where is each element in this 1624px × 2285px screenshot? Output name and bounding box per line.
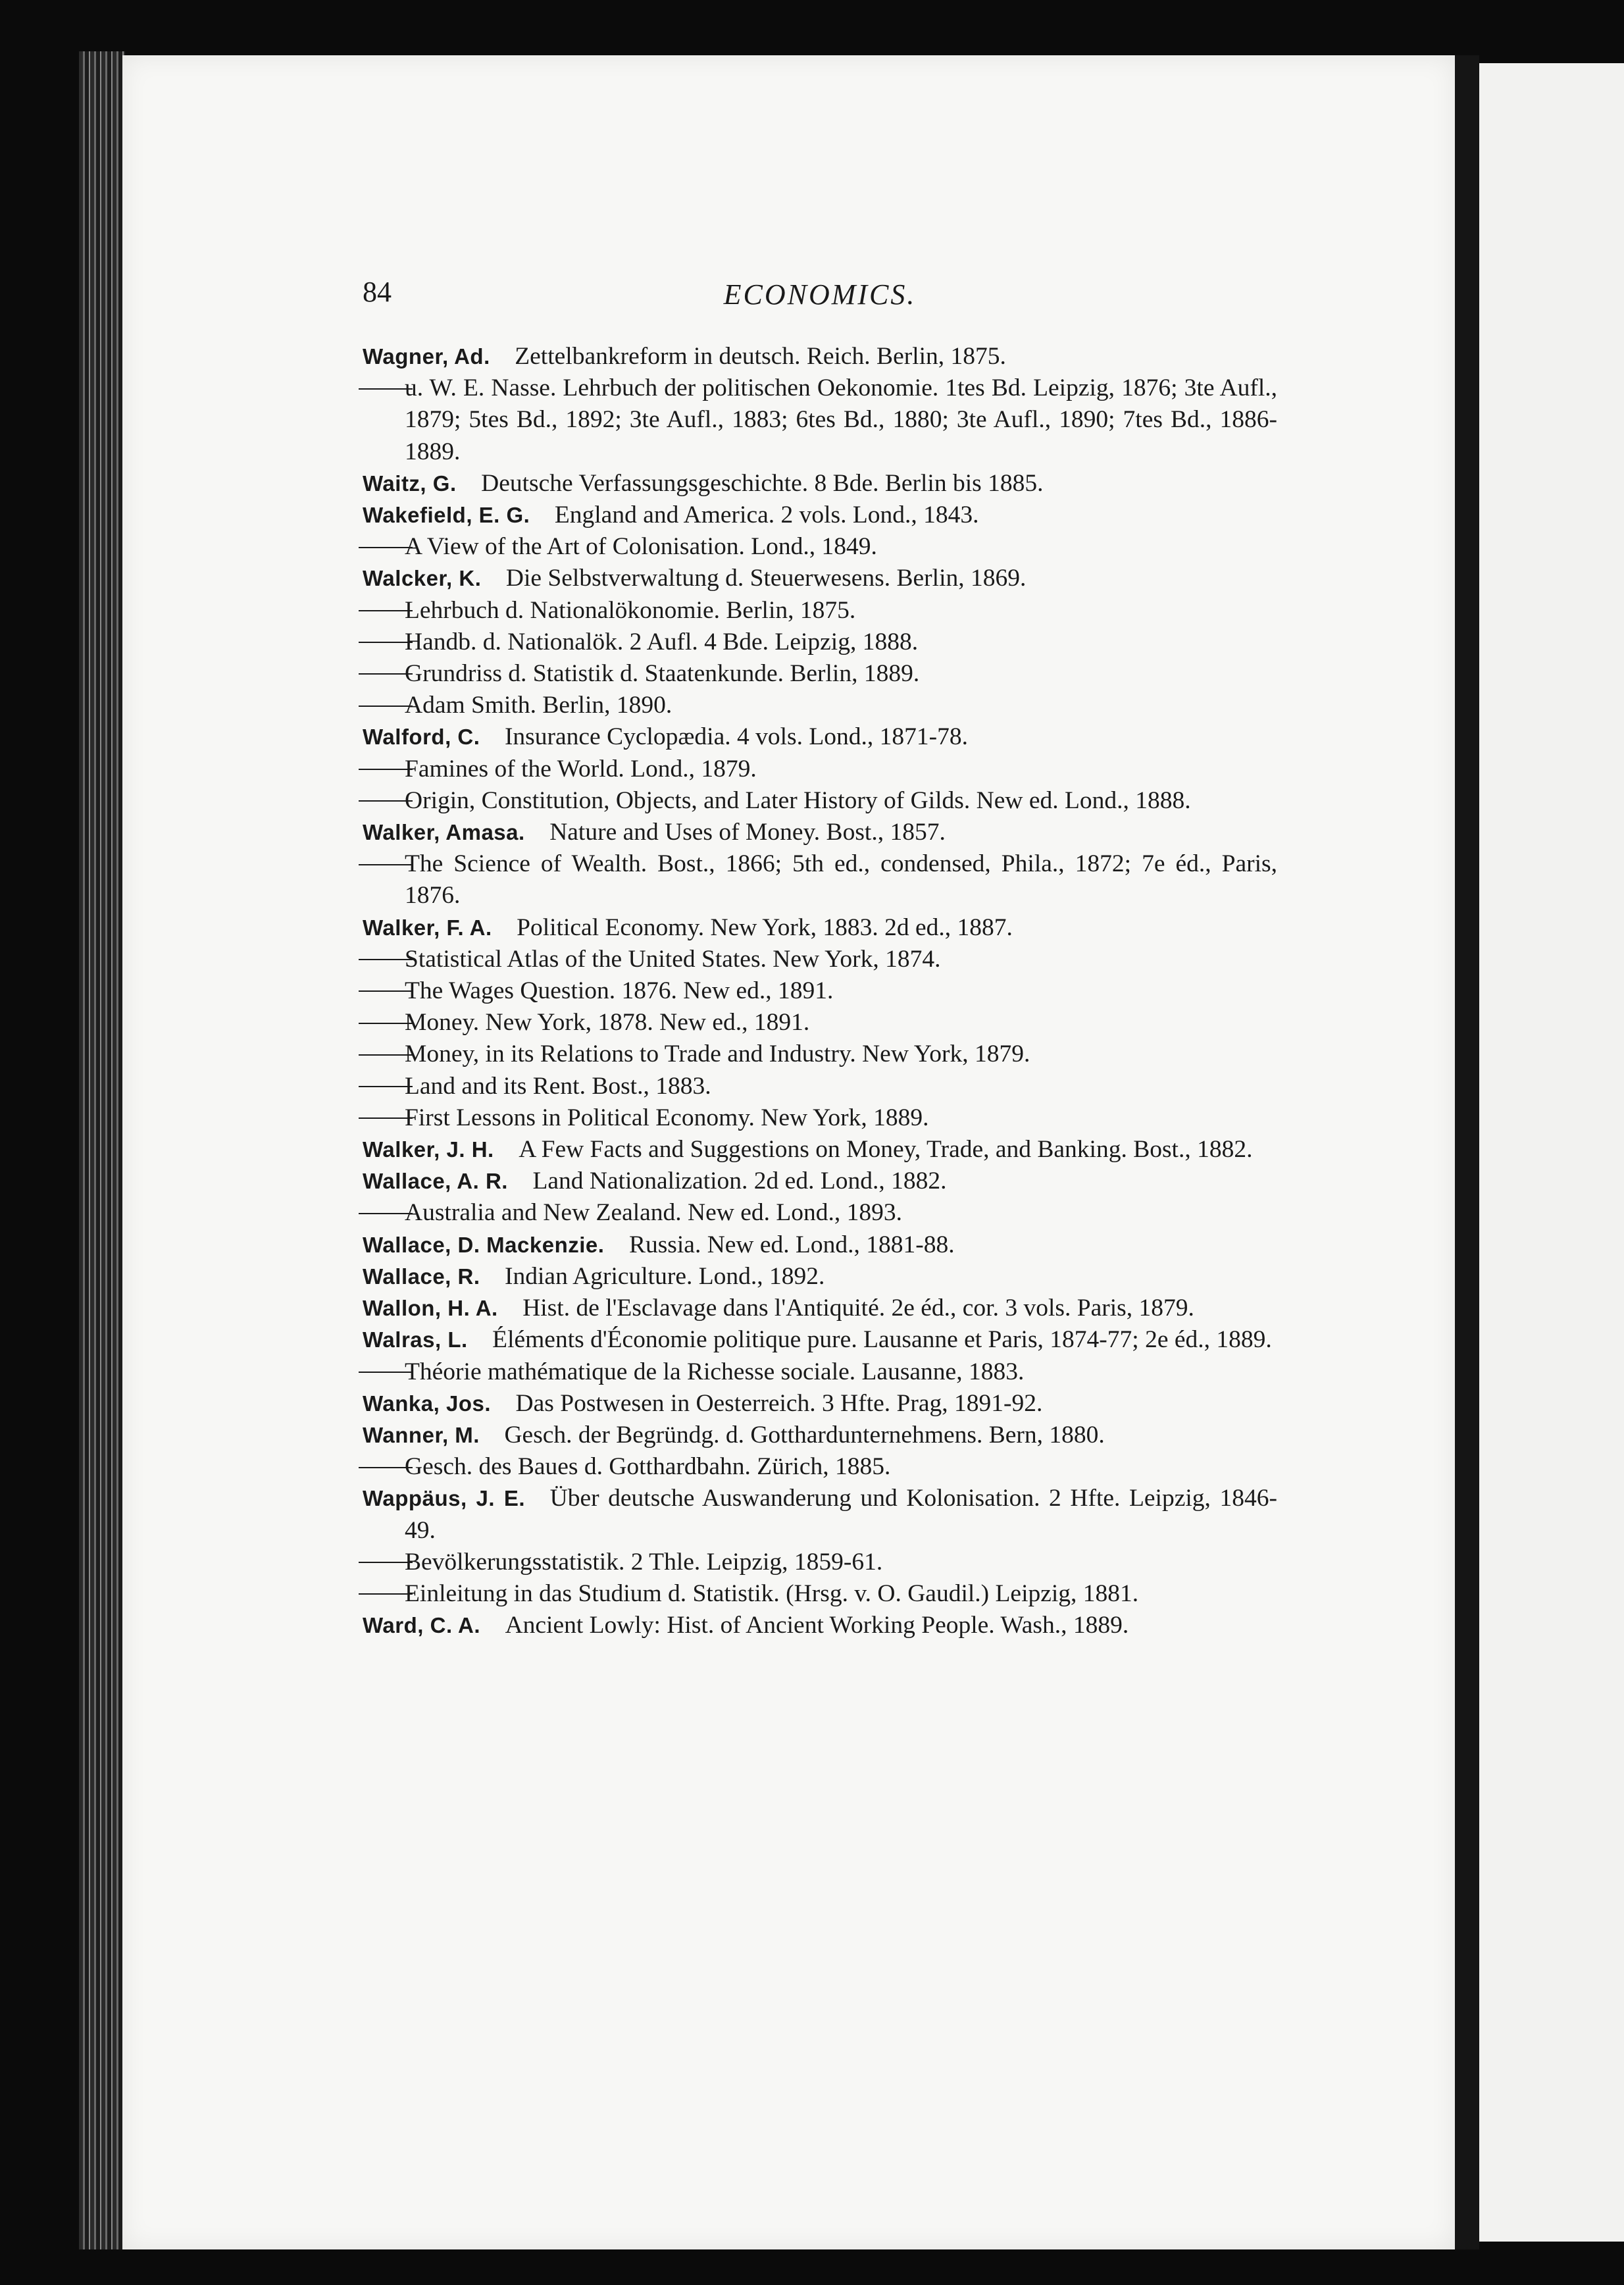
- bibliography-entry: [363, 1483, 1277, 1546]
- entry-text: Einleitung in das Studium d. Statistik. (Hrsg. v. O. Gaudil.) Leipzig, 1881.: [405, 1579, 1139, 1607]
- bibliography-entry: [363, 1102, 1277, 1134]
- bibliography-entry: [363, 912, 1277, 944]
- bibliography-entry: [363, 1261, 1277, 1293]
- entry-text: Das Postwesen in Oesterreich. 3 Hfte. Prag, 1891-92.: [515, 1389, 1043, 1417]
- bibliography-entry: [363, 372, 1277, 468]
- bibliography-entry: [363, 1451, 1277, 1483]
- page-number: 84: [363, 276, 392, 308]
- bibliography-entry: [363, 754, 1277, 785]
- entry-text: Land Nationalization. 2d ed. Lond., 1882.: [532, 1168, 947, 1195]
- bibliography-entry: [363, 1610, 1277, 1641]
- ditto-dash: [363, 1007, 405, 1039]
- bibliography-entry: [363, 785, 1277, 817]
- entry-text: Gesch. des Baues d. Gotthardbahn. Zürich, 1885.: [405, 1453, 891, 1481]
- book-gutter: [1455, 55, 1479, 2249]
- bibliography-entry: [363, 690, 1277, 721]
- ditto-dash: [363, 1547, 405, 1578]
- ditto-dash: [363, 595, 405, 627]
- bibliography-entry: [363, 848, 1277, 911]
- entry-text: Famines of the World. Lond., 1879.: [405, 755, 757, 783]
- entry-text: First Lessons in Political Economy. New York, 1889.: [405, 1104, 929, 1131]
- entry-text: Handb. d. Nationalök. 2 Aufl. 4 Bde. Leipzig, 1888.: [405, 628, 919, 655]
- bibliography-entry: [363, 1356, 1277, 1388]
- entry-text: Die Selbstverwaltung d. Steuerwesens. Berlin, 1869.: [505, 565, 1027, 592]
- ditto-dash: [363, 754, 405, 785]
- book-spine-edge: [79, 51, 125, 2249]
- bibliography-entry: [363, 1134, 1277, 1166]
- bibliography-entry: [363, 1388, 1277, 1420]
- bibliography-list: [363, 341, 1277, 1641]
- ditto-dash: [363, 372, 405, 404]
- entry-author: Wallace, D. Mackenzie.: [363, 1232, 605, 1257]
- ditto-dash: [363, 848, 405, 880]
- bibliography-entry: [363, 817, 1277, 848]
- entry-text: Statistical Atlas of the United States. New York, 1874.: [405, 945, 941, 973]
- entry-author: Wagner, Ad.: [363, 344, 490, 369]
- ditto-dash: [363, 531, 405, 563]
- ditto-dash: [363, 1039, 405, 1070]
- entry-author: Walford, C.: [363, 725, 480, 750]
- bibliography-entry: [363, 468, 1277, 500]
- bibliography-entry: [363, 721, 1277, 753]
- ditto-dash: [363, 658, 405, 690]
- entry-text: England and America. 2 vols. Lond., 1843.: [554, 501, 979, 529]
- bibliography-entry: [363, 1420, 1277, 1451]
- entry-text: Über deutsche Auswanderung und Kolonisation. 2 Hfte. Leipzig, 1846-49.: [405, 1485, 1277, 1544]
- entry-text: Éléments d'Économie politique pure. Lausanne et Paris, 1874-77; 2e éd., 1889.: [492, 1326, 1272, 1354]
- ditto-dash: [363, 1071, 405, 1102]
- ditto-dash: [363, 1578, 405, 1610]
- entry-text: Grundriss d. Statistik d. Staatenkunde. Berlin, 1889.: [405, 660, 920, 688]
- bibliography-entry: [363, 944, 1277, 975]
- bibliography-entry: [363, 341, 1277, 372]
- entry-author: Wappäus, J. E.: [363, 1486, 526, 1511]
- page-header: [363, 275, 1277, 321]
- entry-author: Walker, Amasa.: [363, 820, 525, 845]
- entry-author: Walcker, K.: [363, 566, 482, 591]
- bibliography-entry: [363, 1293, 1277, 1324]
- entry-text: Lehrbuch d. Nationalökonomie. Berlin, 1875.: [405, 596, 856, 624]
- entry-text: Adam Smith. Berlin, 1890.: [405, 692, 672, 719]
- bibliography-entry: [363, 1071, 1277, 1102]
- entry-text: Political Economy. New York, 1883. 2d ed., 1887.: [517, 913, 1013, 941]
- entry-author: Wallace, A. R.: [363, 1169, 508, 1194]
- entry-text: Australia and New Zealand. New ed. Lond., 1893.: [405, 1199, 903, 1227]
- entry-text: A Few Facts and Suggestions on Money, Trade, and Banking. Bost., 1882.: [519, 1136, 1253, 1164]
- bibliography-entry: [363, 1324, 1277, 1356]
- ditto-dash: [363, 975, 405, 1007]
- bibliography-entry: [363, 658, 1277, 690]
- ditto-dash: [363, 944, 405, 975]
- entry-text: Ancient Lowly: Hist. of Ancient Working People. Wash., 1889.: [505, 1612, 1129, 1639]
- entry-text: Insurance Cyclopædia. 4 vols. Lond., 1871-78.: [504, 723, 968, 751]
- entry-author: Wanka, Jos.: [363, 1391, 492, 1416]
- bibliography-entry: [363, 1197, 1277, 1229]
- bibliography-entry: [363, 563, 1277, 594]
- bibliography-entry: [363, 1166, 1277, 1197]
- entry-text: Origin, Constitution, Objects, and Later History of Gilds. New ed. Lond., 1888.: [405, 786, 1191, 814]
- entry-text: Russia. New ed. Lond., 1881-88.: [628, 1231, 955, 1258]
- entry-author: Wakefield, E. G.: [363, 503, 530, 528]
- bibliography-entry: [363, 975, 1277, 1007]
- entry-author: Waitz, G.: [363, 471, 457, 496]
- ditto-dash: [363, 785, 405, 817]
- entry-text: Bevölkerungsstatistik. 2 Thle. Leipzig, 1859-61.: [405, 1548, 883, 1576]
- facing-page-edge: [1479, 63, 1624, 2242]
- entry-author: Wallon, H. A.: [363, 1296, 498, 1321]
- bibliography-entry: [363, 1547, 1277, 1578]
- bibliography-entry: [363, 1578, 1277, 1610]
- entry-text: The Wages Question. 1876. New ed., 1891.: [405, 977, 834, 1005]
- bibliography-entry: [363, 1007, 1277, 1039]
- entry-text: The Science of Wealth. Bost., 1866; 5th ed., condensed, Phila., 1872; 7e éd., Paris, 1876.: [405, 850, 1277, 910]
- bibliography-entry: [363, 1039, 1277, 1070]
- entry-text: Théorie mathématique de la Richesse sociale. Lausanne, 1883.: [405, 1358, 1025, 1385]
- bibliography-entry: [363, 1229, 1277, 1261]
- entry-text: u. W. E. Nasse. Lehrbuch der politischen Oekonomie. 1tes Bd. Leipzig, 1876; 3te Aufl., 1879; 5tes Bd., 1892; 3te Aufl., 1883; 6tes Bd., 1880; 3te Aufl., 1890; 7tes Bd., 1886-1889.: [405, 374, 1277, 465]
- entry-text: Money. New York, 1878. New ed., 1891.: [405, 1009, 810, 1037]
- entry-text: A View of the Art of Colonisation. Lond., 1849.: [405, 533, 877, 561]
- entry-author: Walras, L.: [363, 1327, 468, 1352]
- entry-text: Zettelbankreform in deutsch. Reich. Berlin, 1875.: [515, 343, 1006, 370]
- ditto-dash: [363, 1356, 405, 1388]
- ditto-dash: [363, 1197, 405, 1229]
- running-head: ECONOMICS.: [723, 278, 917, 311]
- entry-author: Wanner, M.: [363, 1422, 480, 1447]
- bibliography-entry: [363, 500, 1277, 531]
- ditto-dash: [363, 1451, 405, 1483]
- entry-author: Walker, F. A.: [363, 915, 492, 940]
- entry-author: Wallace, R.: [363, 1264, 480, 1289]
- bibliography-entry: [363, 531, 1277, 563]
- entry-text: Deutsche Verfassungsgeschichte. 8 Bde. Berlin bis 1885.: [481, 469, 1044, 497]
- entry-text: Hist. de l'Esclavage dans l'Antiquité. 2e éd., cor. 3 vols. Paris, 1879.: [522, 1295, 1194, 1322]
- entry-author: Ward, C. A.: [363, 1613, 481, 1638]
- entry-text: Land and its Rent. Bost., 1883.: [405, 1072, 711, 1100]
- entry-text: Money, in its Relations to Trade and Industry. New York, 1879.: [405, 1040, 1030, 1068]
- ditto-dash: [363, 627, 405, 658]
- bibliography-entry: [363, 595, 1277, 627]
- entry-text: Gesch. der Begründg. d. Gotthardunternehmens. Bern, 1880.: [504, 1421, 1105, 1449]
- entry-text: Nature and Uses of Money. Bost., 1857.: [549, 819, 946, 846]
- bibliography-entry: [363, 627, 1277, 658]
- entry-author: Walker, J. H.: [363, 1137, 494, 1162]
- entry-text: Indian Agriculture. Lond., 1892.: [505, 1262, 825, 1290]
- ditto-dash: [363, 690, 405, 721]
- ditto-dash: [363, 1102, 405, 1134]
